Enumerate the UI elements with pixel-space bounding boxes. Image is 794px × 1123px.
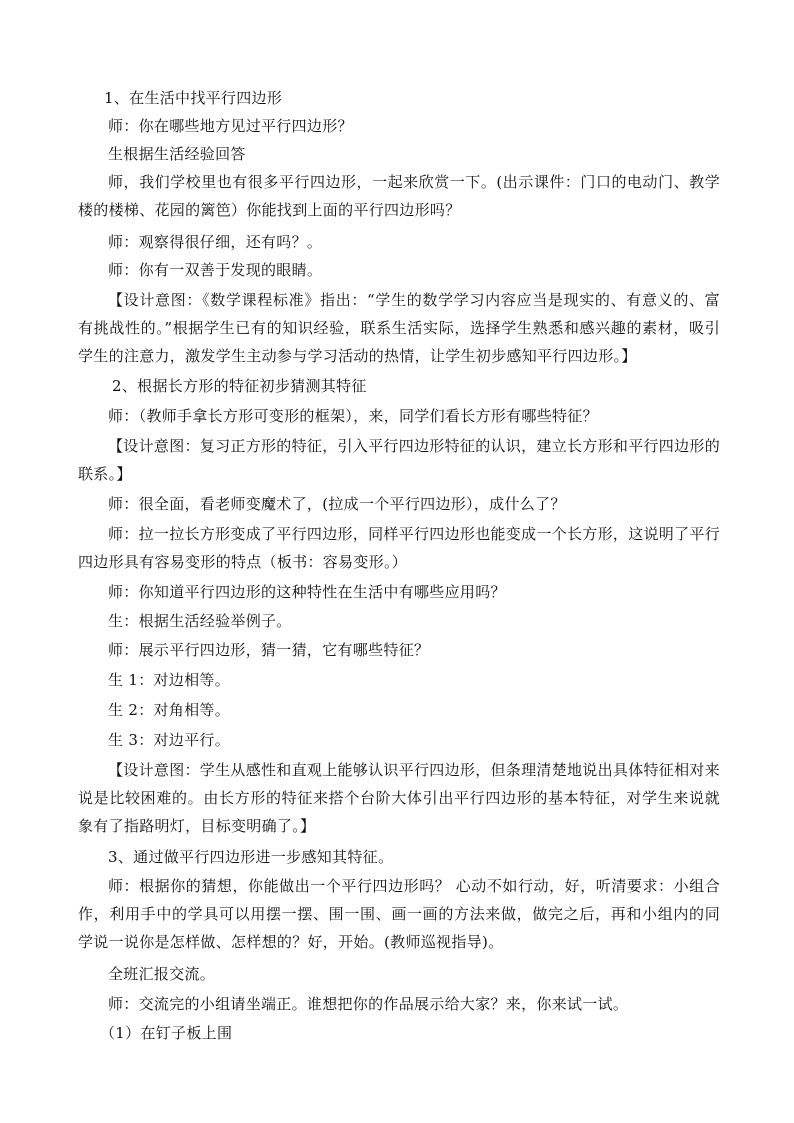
section-heading-3: 3、通过做平行四边形进一步感知其特征。 bbox=[108, 848, 394, 866]
paragraph: 全班汇报交流。 bbox=[108, 965, 216, 983]
paragraph: 师：观察得很仔细，还有吗？。 bbox=[108, 233, 323, 251]
paragraph: 师：根据你的猜想，你能做出一个平行四边形吗？ 心动不如行动，好，听清要求：小组合作，利用手中的学具可以用摆一摆、围一围、画一画的方法来做，做完之后，再和小组内的同学说一说你是怎样做、怎样想的？好，开始。(教师巡视指导)。 bbox=[78, 877, 720, 951]
paragraph: 生根据生活经验回答 bbox=[108, 145, 246, 163]
paragraph: 生 3：对边平行。 bbox=[108, 731, 231, 749]
section-heading-2: 2、根据长方形的特征初步猜测其特征 bbox=[112, 377, 367, 395]
design-intent-note: 【设计意图：学生从感性和直观上能够认识平行四边形，但条理清楚地说出具体特征相对来说是比较困难的。由长方形的特征来搭个台阶大体引出平行四边形的基本特征，对学生来说就象有了指路明灯，目标变明确了。】 bbox=[78, 761, 721, 835]
design-intent-note: 【设计意图：复习正方形的特征，引入平行四边形特征的认识，建立长方形和平行四边形的联系。】 bbox=[78, 437, 721, 483]
paragraph: 师：拉一拉长方形变成了平行四边形，同样平行四边形也能变成一个长方形，这说明了平行四边形具有容易变形的特点（板书：容易变形。） bbox=[78, 525, 721, 571]
section-heading-1: 1、在生活中找平行四边形 bbox=[104, 89, 283, 107]
paragraph: 师：你知道平行四边形的这种特性在生活中有哪些应用吗？ bbox=[108, 583, 506, 601]
paragraph: 师：展示平行四边形，猜一猜，它有哪些特征？ bbox=[108, 641, 430, 659]
paragraph: 生 1：对边相等。 bbox=[108, 671, 231, 689]
paragraph: 师：你有一双善于发现的眼睛。 bbox=[108, 261, 323, 279]
paragraph: 师：交流完的小组请坐端正。谁想把你的作品展示给大家？来，你来试一试。 bbox=[108, 995, 629, 1013]
paragraph: 生：根据生活经验举例子。 bbox=[108, 612, 292, 630]
paragraph: 师：你在哪些地方见过平行四边形？ bbox=[108, 117, 353, 135]
design-intent-note: 【设计意图：《数学课程标准》指出：“学生的数学学习内容应当是现实的、有意义的、富有挑战性的。”根据学生已有的知识经验，联系生活实际，选择学生熟悉和感兴趣的素材，吸引学生的注意力，激发学生主动参与学习活动的热情，让学生初步感知平行四边形。】 bbox=[78, 291, 720, 365]
paragraph: 师：很全面，看老师变魔术了，(拉成一个平行四边形），成什么了？ bbox=[108, 495, 566, 513]
paragraph: 生 2：对角相等。 bbox=[108, 701, 231, 719]
paragraph: 师，我们学校里也有很多平行四边形，一起来欣赏一下。(出示课件：门口的电动门、教学楼的楼梯、花园的篱笆）你能找到上面的平行四边形吗？ bbox=[78, 173, 720, 219]
paragraph: 师：（教师手拿长方形可变形的框架），来，同学们看长方形有哪些特征？ bbox=[108, 407, 598, 425]
sub-item: （1）在钉子板上围 bbox=[100, 1024, 233, 1042]
